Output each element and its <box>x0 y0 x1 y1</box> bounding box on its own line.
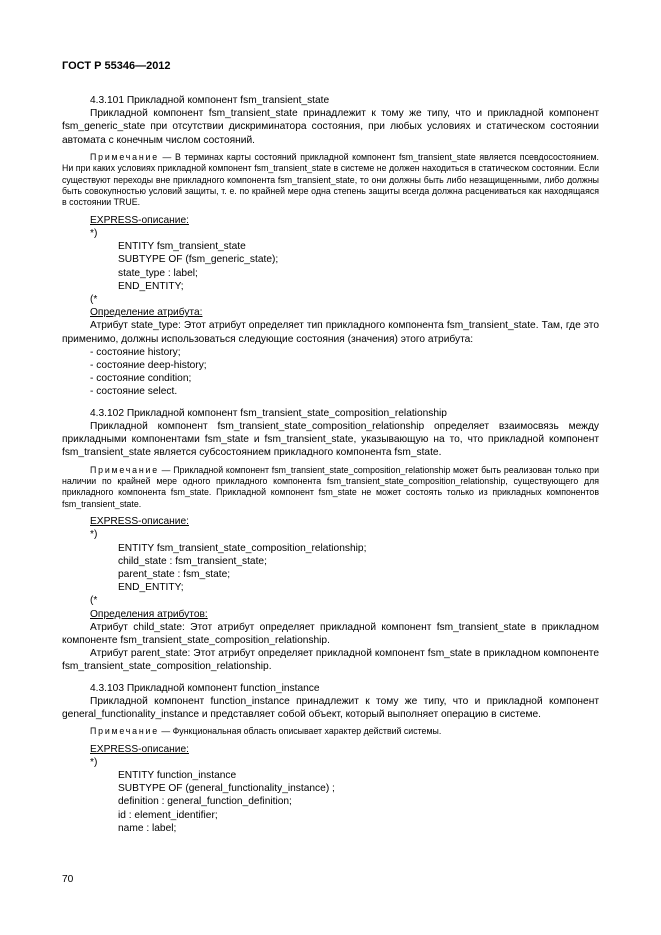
section-103-code-line: id : element_identifier; <box>118 809 218 821</box>
list-item: - состояние select. <box>90 386 178 398</box>
section-101-comment-open: *) <box>90 228 98 240</box>
section-102-heading: 4.3.102 Прикладной компонент fsm_transient_state_composition_relationship <box>90 407 447 419</box>
page-header: ГОСТ Р 55346—2012 <box>62 60 171 72</box>
section-103-express-label: EXPRESS-описание: <box>90 743 189 755</box>
section-102-code-line: END_ENTITY; <box>118 582 184 594</box>
section-102-code-line: child_state : fsm_transient_state; <box>118 555 267 567</box>
page-content <box>62 94 599 835</box>
section-102-definition-parent: Атрибут parent_state: Этот атрибут определяет прикладной компонент fsm_state в прикладном компоненте fsm_transient_state_composition_relationship. <box>62 648 599 673</box>
note-label: Примечание <box>90 151 159 162</box>
note-text: — Функциональная область описывает характер действий системы. <box>158 726 442 737</box>
section-101-definition-label: Определение атрибута: <box>90 307 203 319</box>
note-label: Примечание <box>90 726 159 737</box>
section-103-code-line: SUBTYPE OF (general_functionality_instance) ; <box>118 783 335 795</box>
section-101-code-line: END_ENTITY; <box>118 280 184 292</box>
section-101-code-line: ENTITY fsm_transient_state <box>118 241 246 253</box>
section-102-comment-close: (* <box>90 595 98 607</box>
section-101-comment-close: (* <box>90 294 98 306</box>
list-item: - состояние deep-history; <box>90 360 207 372</box>
note-text: — В терминах карты состояний прикладной компонент fsm_transient_state является псевдосостоянием. Ни при каких условиях прикладной компонент fsm_transient_state в системе не должен находиться в статическом состоянии. Если существуют переходы вне прикладного компонента fsm_transient_state, то они должны быть либо незащищенными, либо должны быть совокупностью условий защиты, т. е. по крайней мере одна степень защиты всегда должна расцениваться как находящаяся в состоянии TRUE. <box>62 151 599 208</box>
list-item: - состояние condition; <box>90 373 192 385</box>
list-item: - состояние history; <box>90 346 181 358</box>
page-number: 70 <box>62 874 74 885</box>
note-text: — Прикладной компонент fsm_transient_state_composition_relationship может быть реализован только при наличии по крайней мере одного прикладного компонента fsm_transient_state_composition_relationship, существующего для прикладного компонента fsm_state. Прикладной компонент fsm_state не может состоять только из прикладных компонентов fsm_transient_state. <box>62 464 599 509</box>
section-103-code-line: ENTITY function_instance <box>118 769 237 781</box>
section-103-paragraph: Прикладной компонент function_instance принадлежит к тому же типу, что и прикладной компонент general_functionality_instance и представляет собой объект, который выполняет операцию в системе. <box>62 695 599 720</box>
section-101-code-line: state_type : label; <box>118 267 198 279</box>
section-103-code-line: definition : general_function_definition; <box>118 796 292 808</box>
section-103-code-line: name : label; <box>118 822 177 834</box>
section-101-heading: 4.3.101 Прикладной компонент fsm_transient_state <box>90 95 330 106</box>
section-101-code-line: SUBTYPE OF (fsm_generic_state); <box>118 254 279 266</box>
section-101-paragraph: Прикладной компонент fsm_transient_state принадлежит к тому же типу, что и прикладной компонент fsm_generic_state при отсутствии дискриминатора состояния, при любых условиях и статическом состоянии автомата с конечным числом состояний. <box>62 108 599 146</box>
section-102-comment-open: *) <box>90 529 98 541</box>
section-101-express-label: EXPRESS-описание: <box>90 214 189 226</box>
section-103-comment-open: *) <box>90 756 98 768</box>
section-103-note <box>62 726 599 737</box>
section-103-heading: 4.3.103 Прикладной компонент function_instance <box>90 682 320 694</box>
section-102-paragraph: Прикладной компонент fsm_transient_state_composition_relationship определяет взаимосвязь между прикладными компонентами fsm_state и fsm_transient_state, указывающую на то, что прикладной компонент fsm_transient_state является субсостоянием прикладного компонента fsm_state. <box>62 420 599 459</box>
section-101-note <box>62 152 599 209</box>
section-102-code-line: parent_state : fsm_state; <box>118 568 231 580</box>
section-102-express-label: EXPRESS-описание: <box>90 516 189 528</box>
section-102-definition-child: Атрибут child_state: Этот атрибут определяет прикладной компонент fsm_transient_state в прикладном компоненте fsm_transient_state_composition_relationship. <box>62 621 599 646</box>
section-101-definition-text: Атрибут state_type: Этот атрибут определяет тип прикладного компонента fsm_transient_state. Там, где это применимо, должны использоваться следующие состояния (значения) этого атрибута: <box>62 320 599 345</box>
section-102-definition-label: Определения атрибутов: <box>90 608 208 620</box>
note-label: Примечание <box>90 464 159 475</box>
section-102-code-line: ENTITY fsm_transient_state_composition_relationship; <box>118 542 367 554</box>
section-102-note <box>62 465 599 511</box>
